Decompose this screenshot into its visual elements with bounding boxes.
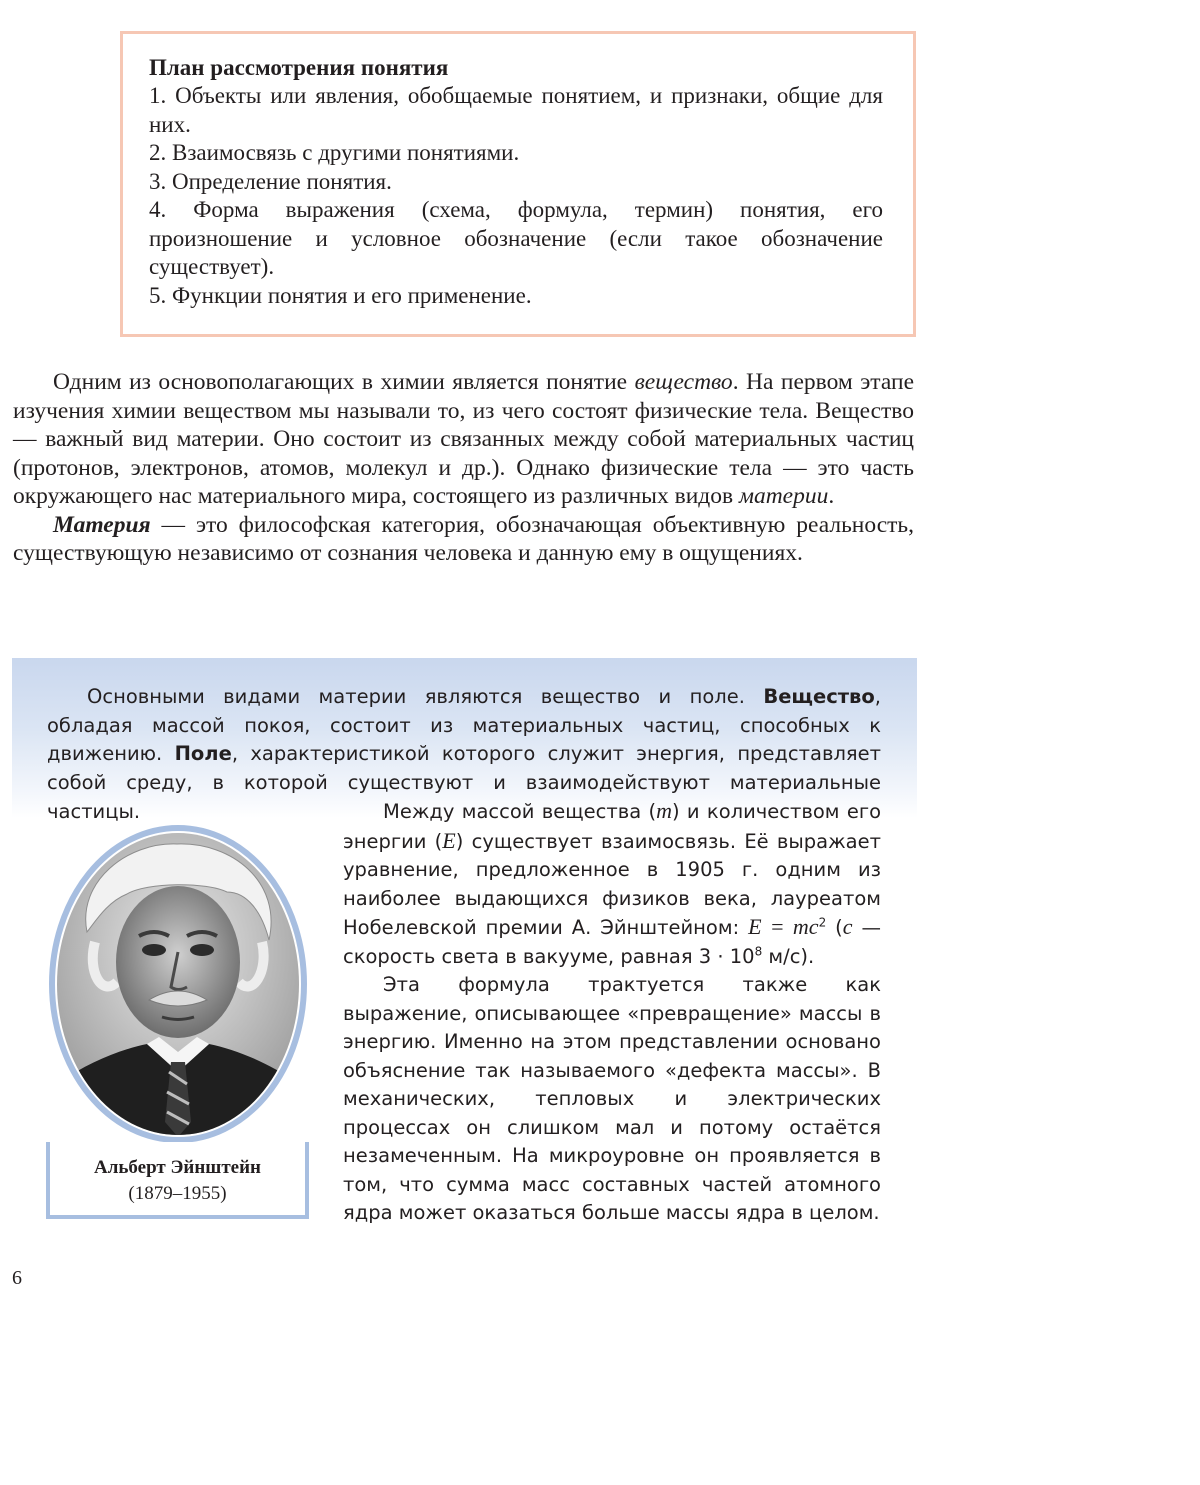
main-text [13, 368, 914, 568]
symbol-e: E [442, 827, 456, 853]
text-span: ( [826, 916, 843, 939]
text-span: ) существует взаимосвязь. Её выражает уравнение, предложенное в 1905 г. одним из наиболее выдающихся физиков века, лауреатом Нобелевской премии А. Эйнштейном: [343, 829, 881, 939]
speed-exponent: 8 [754, 944, 763, 958]
term-matter: Материя [53, 511, 151, 538]
symbol-m: m [656, 798, 672, 823]
paragraph-mass-defect: Эта формула трактуется также как выражение, описывающее «превращение» массы в энергию. Именно на этом представлении основано объяснение так называемого «дефекта массы». В механических, тепловых и электрических процессах он слишком мал и потому остаётся незамеченным. На микроуровне он проявляется в том, что сумма масс составных частей атомного ядра может оказаться больше массы ядра в целом. [343, 973, 881, 1224]
paragraph-matter-definition [13, 511, 914, 568]
plan-item-2: 2. Взаимосвязь с другими понятиями. [149, 140, 520, 165]
symbol-c: c [842, 914, 853, 939]
text-span: Между массой вещества ( [383, 800, 657, 823]
text-span: , характеристикой которого служит энергия, представляет собой среду, в которой существуют и взаимодействуют материальные частицы. [47, 742, 881, 823]
formula-emc: E = mc [748, 914, 819, 939]
plan-item-4: 4. Форма выражения (схема, формула, термин) понятия, его произношение и условное обозначение (если такое обозначение существует). [149, 197, 883, 279]
caption-years: (1879–1955) [128, 1183, 227, 1204]
paragraph-substance [13, 368, 914, 511]
term-matter-italic: материи [738, 483, 829, 509]
term-substance: вещество [634, 369, 733, 395]
text-span: . На первом этапе изучения химии веществом мы называли то, из чего состоят физические тела. Вещество — важный вид материи. Оно состоит из связанных между собой материальных частиц (протонов, электронов, атомов, молекул и др.). Однако физические тела — это часть окружающего нас материального мира, состоящего из различных видов [13, 369, 914, 509]
term-field-bold: Поле [174, 742, 232, 766]
text-span: Одним из основополагающих в химии является понятие [53, 369, 635, 395]
text-span: — скорость света в вакууме, равная 3 · 10 [343, 916, 882, 968]
paragraph-mass-energy [343, 797, 881, 971]
plan-item-1: 1. Объекты или явления, обобщаемые понятием, и признаки, общие для них. [149, 83, 883, 137]
caption-name: Альберт Эйнштейн [94, 1157, 261, 1178]
einstein-portrait [47, 822, 309, 1144]
text-span: ) и количеством его энергии ( [343, 800, 881, 853]
text-span: Основными видами материи являются вещество и поле. [87, 685, 764, 708]
text-span: . [828, 483, 835, 509]
portrait-image [47, 822, 309, 1144]
portrait-caption [46, 1142, 309, 1219]
einstein-text [343, 797, 881, 1228]
text-span: — это философская категория, обозначающая объективную реальность, существующую независимо от сознания человека и данную ему в ощущениях. [13, 511, 914, 566]
term-substance-bold: Вещество [763, 685, 875, 708]
plan-title: План рассмотрения понятия [149, 55, 449, 80]
text-span: м/с). [762, 944, 815, 968]
plan-box [120, 31, 916, 337]
formula-exponent: 2 [818, 915, 827, 930]
plan-item-5: 5. Функции понятия и его применение. [149, 282, 532, 308]
plan-item-3: 3. Определение понятия. [149, 168, 392, 194]
page-number: 6 [12, 1267, 22, 1289]
text-span: , обладая массой покоя, состоит из материальных частиц, способных к движению. [47, 685, 881, 766]
